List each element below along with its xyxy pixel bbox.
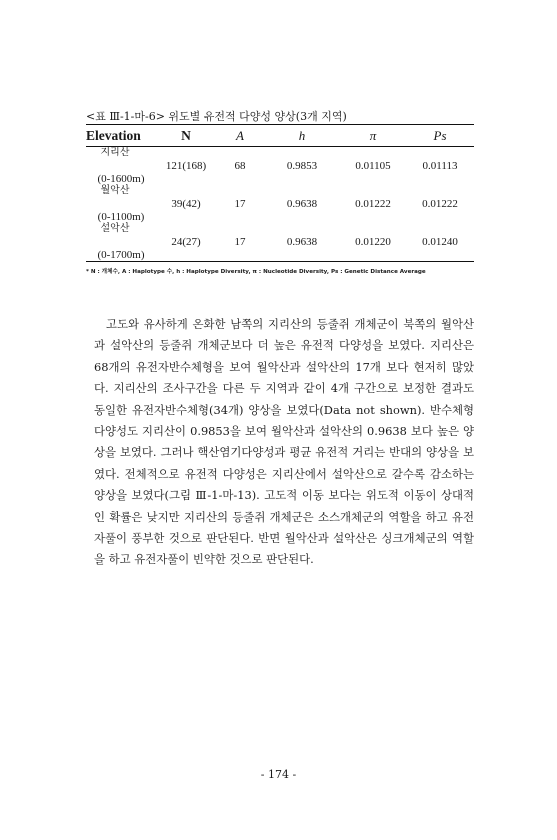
genetic-diversity-table	[86, 124, 474, 262]
table-footnote: * N : 개체수, A : Haplotype 수, h : Haplotype Diversity, π : Nucleotide Diversity, Ps : Genetic Distance Average	[86, 269, 426, 275]
table-caption: <표 Ⅲ-1-마-6> 위도별 유전적 다양성 양상(3개 지역)	[86, 110, 347, 123]
cell-pi: 0.01220	[340, 223, 406, 262]
header-ps: Ps	[406, 125, 474, 147]
table-row	[86, 223, 474, 262]
site-cell	[86, 185, 156, 223]
site-name: 지리산	[100, 147, 130, 158]
header-a: A	[216, 125, 264, 147]
site-name: 월악산	[100, 185, 130, 196]
cell-n: 121(168)	[165, 160, 207, 172]
cell-h: 0.9638	[264, 223, 340, 262]
page-number: - 174 -	[260, 768, 297, 781]
cell-pi: 0.01105	[355, 160, 391, 172]
site-name: 설악산	[100, 223, 130, 234]
site-cell	[86, 147, 156, 186]
cell-pi: 0.01222	[355, 198, 391, 210]
table-header-row	[86, 125, 474, 147]
header-n: N	[156, 125, 216, 147]
cell-ps: 0.01240	[406, 223, 474, 262]
site-cell	[86, 223, 156, 262]
cell-a: 17	[234, 198, 246, 210]
cell-a: 17	[216, 223, 264, 262]
table-row	[86, 185, 474, 223]
paragraph: 고도와 유사하게 온화한 남쪽의 지리산의 등줄쥐 개체군이 북쪽의 월악산과 설악산의 등줄쥐 개체군보다 더 높은 유전적 다양성을 보였다. 지리산은 68개의 유전자반수체형을 보여 월악산과 설악산의 17개 보다 현저히 많았다. 지리산의 조사구간을 다른 두 지역과 같이 4개 구간으로 보정한 결과도 동일한 유전자반수체형(34개) 양상을 보였다(Data not shown). 반수체형다양성도 지리산이 0.9853을 보여 월악산과 설악산의 0.9638 보다 높은 양상을 보였다. 그러나 핵산염기다양성과 평균 유전적 거리는 반대의 양상을 보였다. 전체적으로 유전적 다양성은 지리산에서 설악산으로 갈수록 감소하는 양상을 보였다(그림 Ⅲ-1-마-13). 고도적 이동 보다는 위도적 이동이 상대적인 확률은 낮지만 지리산의 등줄쥐 개체군은 소스개체군의 역할을 하고 유전자풀이 풍부한 것으로 판단된다. 반면 월악산과 설악산은 싱크개체군의 역할을 하고 유전자풀이 빈약한 것으로 판단된다.	[94, 317, 474, 567]
cell-ps: 0.01113	[422, 160, 458, 172]
site-range: (0-1700m)	[97, 249, 145, 261]
site-range: (0-1100m)	[97, 211, 145, 223]
cell-ps: 0.01222	[422, 198, 458, 210]
header-h: h	[264, 125, 340, 147]
cell-n: 24(27)	[156, 223, 216, 262]
header-pi: π	[340, 125, 406, 147]
cell-h: 0.9638	[286, 198, 318, 210]
cell-h: 0.9853	[286, 160, 318, 172]
cell-n: 39(42)	[171, 198, 201, 210]
cell-a: 68	[234, 160, 246, 172]
site-range: (0-1600m)	[97, 173, 145, 185]
table-row	[86, 147, 474, 186]
body-text	[94, 314, 474, 571]
header-elevation: Elevation	[86, 125, 156, 147]
